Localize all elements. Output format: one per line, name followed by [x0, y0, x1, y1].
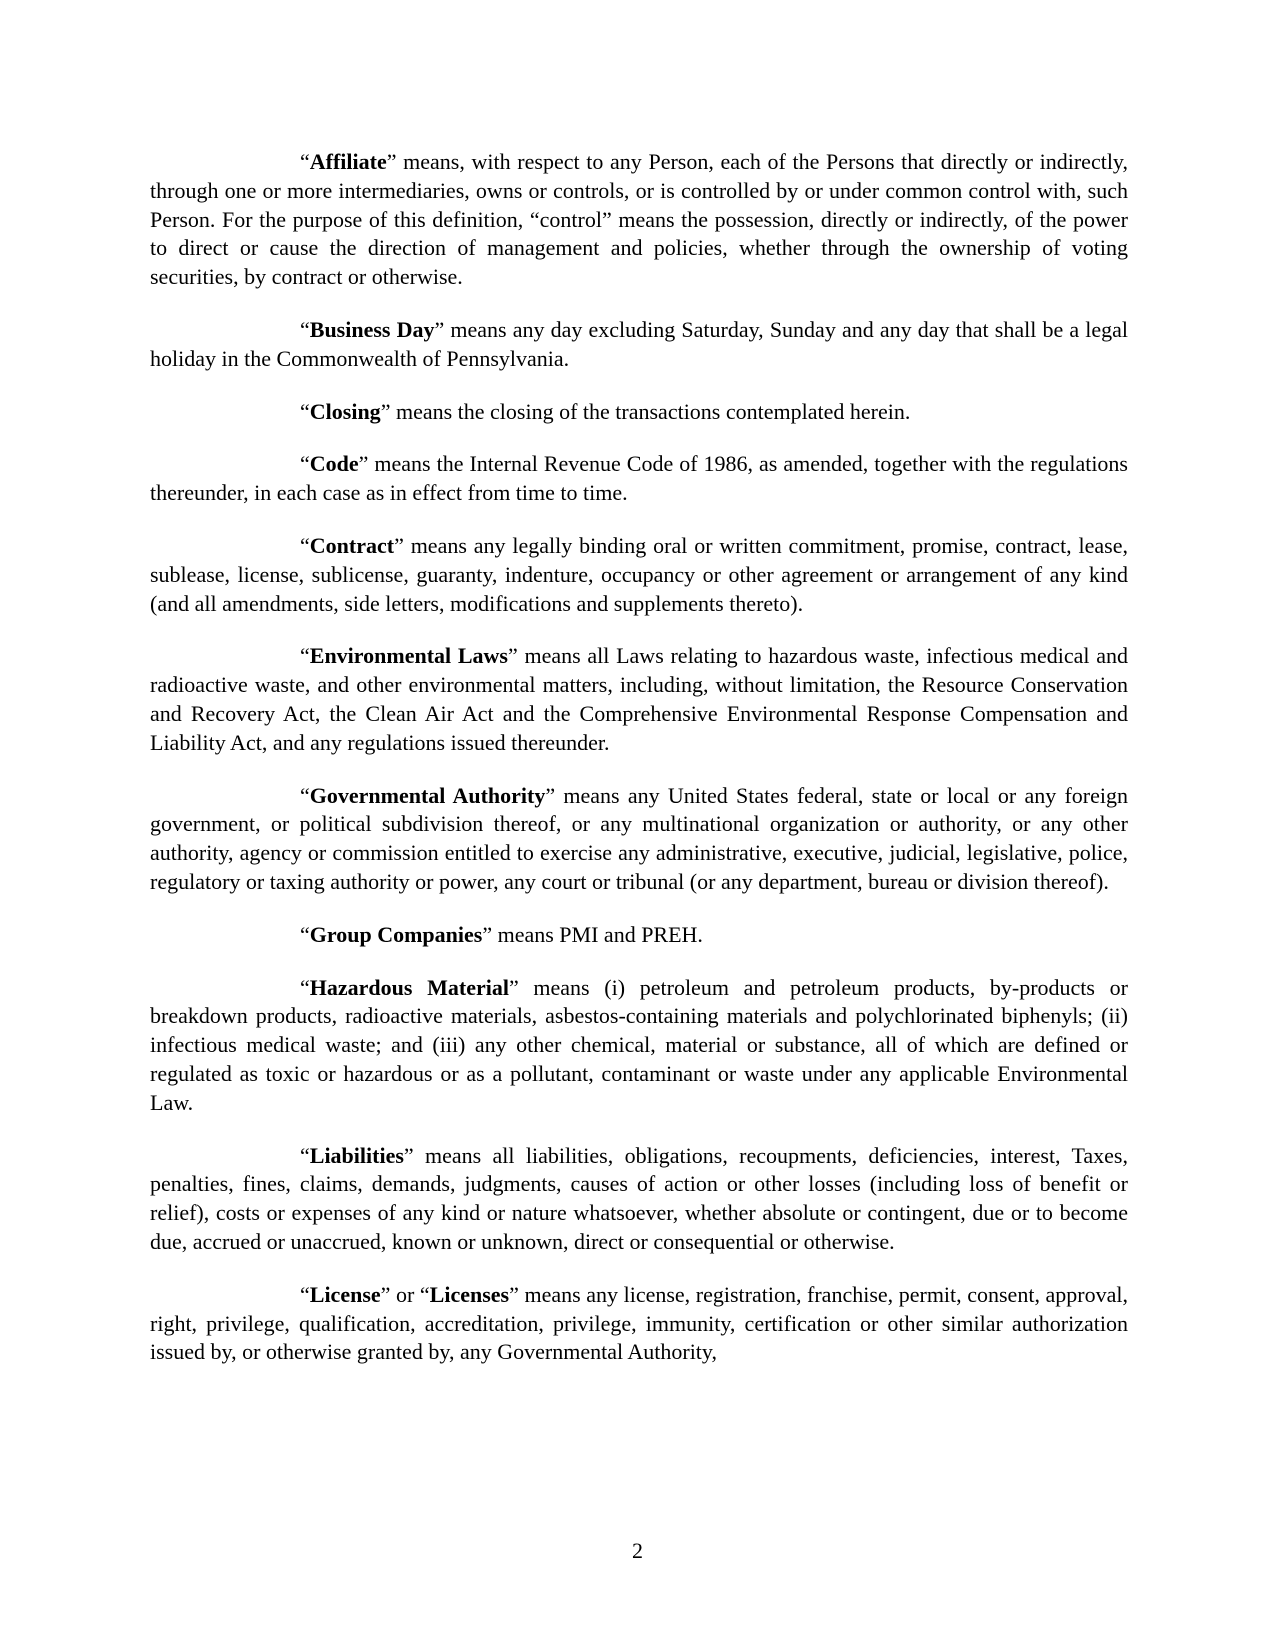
defined-term: Environmental Laws [309, 643, 508, 669]
page-number: 2 [632, 1538, 643, 1563]
definition-text: “ [300, 316, 310, 342]
definition-text: ” means all liabilities, obligations, recoupments, deficiencies, interest, Taxes, penalties, fines, claims, demands, judgments, causes of action or other losses (including loss of benefit or relief), costs or expenses of any kind or nature whatsoever, whether absolute or contingent, due or to become due, accrued or unaccrued, known or unknown, direct or consequential or otherwise. [150, 1142, 1128, 1254]
definition-paragraph [150, 1142, 1128, 1257]
definition-text: “ [300, 149, 310, 174]
definition-text: ” means, with respect to any Person, each of the Persons that directly or indirectly, through one or more intermediaries, owns or controls, or is controlled by or under common control with, such Person. For the purpose of this definition, “control” means the possession, directly or indirectly, of the power to direct or cause the direction of management and policies, whether through the ownership of voting securities, by contract or otherwise. [150, 149, 1128, 290]
definition-text: ” means any day excluding Saturday, Sunday and any day that shall be a legal holiday in the Commonwealth of Pennsylvania. [150, 316, 1128, 371]
definition-paragraph [150, 148, 1128, 292]
defined-term: Licenses [429, 1281, 510, 1307]
definition-text: “ [300, 451, 310, 477]
definition-text: “ [300, 782, 310, 808]
definition-paragraph [150, 532, 1128, 618]
definition-paragraph [150, 398, 1128, 427]
definition-text: ” or “ [380, 1281, 430, 1307]
definition-text: ” means any United States federal, state or local or any foreign government, or political subdivision thereof, or any multinational organization or authority, or any other authority, agency or commission entitled to exercise any administrative, executive, judicial, legislative, police, regulatory or taxing authority or power, any court or tribunal (or any department, bureau or division thereof). [150, 782, 1129, 894]
defined-term: License [309, 1281, 381, 1307]
defined-term: Governmental Authority [309, 782, 546, 808]
definition-paragraph [150, 1281, 1128, 1367]
definition-text: ” means (i) petroleum and petroleum products, by-products or breakdown products, radioactive materials, asbestos-containing materials and polychlorinated biphenyls; (ii) infectious medical waste; and (iii) any other chemical, material or substance, all of which are defined or regulated as toxic or hazardous or as a pollutant, contaminant or waste under any applicable Environmental Law. [150, 974, 1128, 1115]
defined-term: Hazardous Material [309, 974, 509, 1000]
definition-text: ” means the Internal Revenue Code of 1986, as amended, together with the regulations thereunder, in each case as in effect from time to time. [150, 451, 1128, 506]
definition-text: “ [300, 974, 310, 1000]
definition-paragraph [150, 921, 1128, 950]
definition-text: “ [300, 1281, 310, 1307]
definition-paragraph [150, 642, 1128, 757]
definition-text: “ [300, 398, 310, 424]
definition-paragraph [150, 450, 1128, 508]
definition-paragraph [150, 782, 1128, 897]
defined-term: Affiliate [309, 149, 387, 174]
defined-term: Business Day [309, 316, 435, 342]
definition-paragraph [150, 974, 1128, 1118]
defined-term: Group Companies [309, 921, 483, 947]
definition-paragraph [150, 316, 1128, 374]
definition-text: “ [300, 921, 310, 947]
defined-term: Closing [309, 398, 381, 424]
definition-text: ” means all Laws relating to hazardous waste, infectious medical and radioactive waste, and other environmental matters, including, without limitation, the Resource Conservation and Recovery Act, the Clean Air Act and the Comprehensive Environmental Response Compensation and Liability Act, and any regulations issued thereunder. [150, 643, 1128, 755]
definitions-section [150, 148, 1128, 1367]
defined-term: Liabilities [309, 1142, 404, 1168]
definition-text: ” means the closing of the transactions contemplated herein. [380, 398, 911, 424]
definition-text: “ [300, 1142, 310, 1168]
definition-text: ” means any license, registration, franchise, permit, consent, approval, right, privilege, qualification, accreditation, privilege, immunity, certification or other similar authorization issued by, or otherwise granted by, any Governmental Authority, [150, 1281, 1128, 1365]
definition-text: ” means any legally binding oral or written commitment, promise, contract, lease, sublease, license, sublicense, guaranty, indenture, occupancy or other agreement or arrangement of any kind (and all amendments, side letters, modifications and supplements thereto). [150, 532, 1128, 616]
definition-text: “ [300, 532, 310, 558]
definition-text: ” means PMI and PREH. [482, 921, 703, 947]
defined-term: Contract [309, 532, 395, 558]
defined-term: Code [309, 451, 359, 477]
definition-text: “ [300, 643, 310, 669]
